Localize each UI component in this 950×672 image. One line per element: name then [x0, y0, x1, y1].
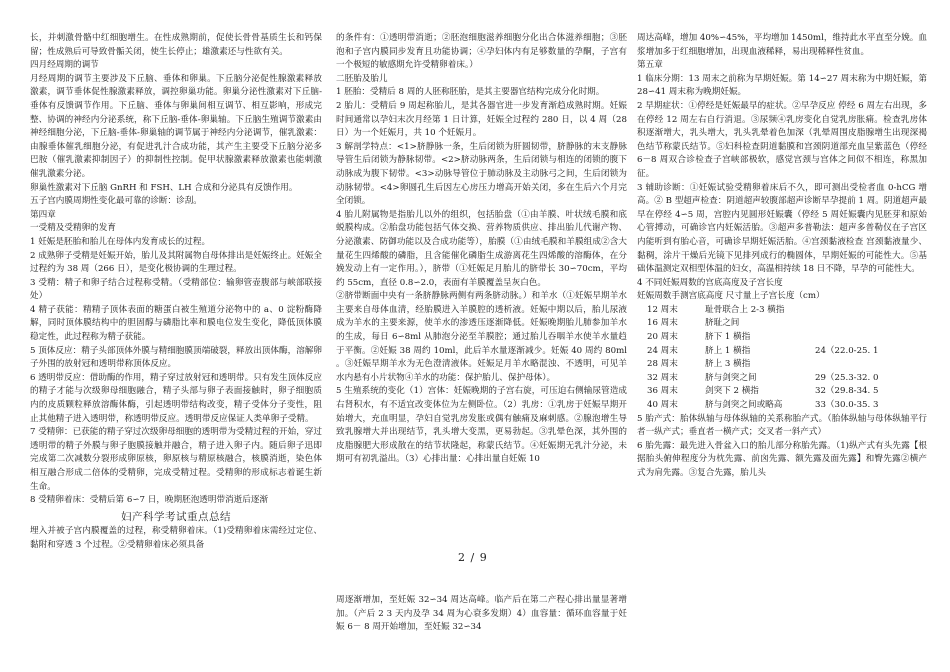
left-para-0: 长，并刺激骨骼中红细胞增生。在性成熟期前，促使长骨骨基质生长和钙保留；性成熟后可导致骨骺关闭，使生长停止；雄激素还与性欲有关。: [30, 33, 322, 57]
height-cell: 脐上 1 横指: [705, 345, 751, 356]
left-para-2: 月经周期的调节主要涉及下丘脑、垂体和卵巢。下丘脑分泌促性腺激素释放激素，调节垂体促性腺激素释放，调控卵巢功能。卵巢分泌性激素对下丘脑-垂体有反馈调节作用。下丘脑、垂体与卵巢间相互调节、相互影响，形成完整、协调的神经内分泌系统，称下丘脑-垂体-卵巢轴。下丘脑生殖调节激素由神经细胞分泌，下丘脑-垂体-卵巢轴的调节属于神经内分泌调节，催乳激素：由腺垂体催乳细胞分泌，有促进乳汁合成功能，其产生主要受下丘脑分泌多巴胺（催乳激素抑制因子）的抑制性控制。促甲状腺激素释放激素也能刺激催乳激素分泌。: [30, 73, 322, 179]
length-cell: 33（30.0-35. 3: [815, 400, 879, 411]
document-title: 妇产科学考试重点总结: [121, 510, 231, 523]
height-cell: 脐下 1 横指: [705, 332, 751, 343]
mid-para-4: 3 解剖学特点：<1>脐静脉一条，生后闭锁为肝圆韧带，脐静脉的末支静脉导管生后闭锁为静脉韧带。<2>脐动脉两条，生后闭锁与相连的闭锁的腹下动脉成为腹下韧带。<3>动脉导管位于肺动脉及主动脉弓之间，生后闭锁为动脉韧带。<4>卵圆孔生后因左心房压力增高开始关闭，多在生后六个月完全闭锁。: [336, 141, 627, 207]
mid-para-2: 1 胚胎：受精后 8 周的人胚称胚胎，是其主要器官结构完成分化时期。: [336, 87, 605, 98]
right-para-3: 2 早期症状：①停经是妊娠最早的症状。②早孕反应 停经 6 周左右出现，多在停经 12 周左右自行消退。③尿频④乳房变化自觉乳房胀痛。检查乳房体积逐渐增大，乳头增大，乳头乳晕着色加深（乳晕周围皮脂腺增生出现深褐色结节称蒙氏结节。⑤妇科检查阴道黏膜和宫颈阴道部充血呈紫蓝色（停经 6－8 周双合诊检查子宫峡部极软，感觉宫颈与宫体之间似不相连，称黑加征。: [637, 100, 927, 179]
left-para-8: 2 成熟卵子受精是妊娠开始，胎儿及其附属物自母体排出是妊娠终止。妊娠全过程约为 38 周（266 日），是变化极协调的生理过程。: [30, 250, 322, 275]
week-cell: 24 周末: [647, 345, 678, 356]
mid-para-3: 2 胎儿：受精后 9 周起称胎儿，是其各器官进一步发育渐趋成熟时期。妊娠时间通常以孕妇末次月经第 1 日计算，妊娠全过程约 280 日，以 4 周（28 日）为一个妊娠月，共 10 个妊娠月。: [336, 100, 627, 139]
right-para-0: 周达高峰，增加 40%∽45%，平均增加 1450ml，维持此水平直至分娩。血浆增加多于红细胞增加，出现血液稀释，易出现稀释性贫血。: [637, 33, 927, 57]
length-cell: 29（25.3-32. 0: [815, 372, 879, 383]
left-para-3: 卵巢性激素对下丘脑 GnRH 和 FSH、LH 合成和分泌具有反馈作用。: [30, 182, 298, 193]
mid-para-1: 二胚胎及胎儿: [336, 73, 388, 84]
length-cell: 24（22.0-25. 1: [815, 345, 879, 356]
height-cell: 脐与剑突之间或略高: [705, 400, 783, 411]
page-number: 2 / 9: [458, 551, 488, 564]
right-column: [637, 32, 927, 647]
length-cell: [815, 304, 927, 318]
mid-para-7: 5 生殖系统的变化（1）宫体：妊娠晚期的子宫右旋，可压迫右侧输尿管造成右肾积水，有不适宜改变体位为左侧卧位。（2）乳房：①乳房于妊娠早期开始增大，充血明显，孕妇自觉乳房发胀或偶有触痛及麻刺感。②腺泡增生导致乳腺增大并出现结节，乳头增大变黑，更易勃起。③乳晕色深，其外围的皮脂腺肥大形成散在的结节状隆起，称蒙氏结节。④妊娠期无乳汁分泌，未期可有初乳溢出。（3）心排出量：心排出量自妊娠 10: [336, 386, 627, 465]
middle-column: [336, 32, 627, 536]
right-para-1: 第五章: [637, 60, 663, 71]
table-row: [637, 345, 927, 359]
table-row: [637, 304, 927, 318]
left-para-11: 5 顶体反应：精子头部顶体外膜与精细胞膜顶端破裂，释放出顶体酶，溶解卵子外围的放射冠和透明带称顶体反应。: [30, 345, 322, 370]
fundus-height-table: [637, 304, 927, 413]
height-cell: 耻骨联合上 2-3 横指: [705, 304, 785, 315]
height-cell: 脐与剑突之间: [705, 372, 757, 383]
table-row: [637, 385, 927, 399]
table-row: [637, 331, 927, 345]
week-cell: 32 周末: [647, 372, 678, 383]
fundus-table-header: 妊娠周数手测宫底高度 尺寸量上子宫长度（cm）: [637, 291, 825, 302]
left-para-1: 四月经周期的调节: [30, 60, 99, 71]
left-para-4: 五子宫内膜周期性变化最可靠的诊断：诊刮。: [30, 196, 202, 207]
right-para-4: 3 辅助诊断：①妊娠试验受精卵着床后不久，即可测出受检者血 0-hCG 增高。② B 型超声检查：阴道超声较腹部超声诊断早孕提前 1 周。阴道超声最早在停经 4∽5 周，宫腔内见圆形妊娠囊（停经 5 周妊娠囊内见胚芽和原始心管搏动，可确诊宫内妊娠活胎。③超声多普勒法：超声多普勒仪在子宫区内能听到有胎心音，可确诊早期妊娠活胎。④宫颈黏液检查 宫颈黏液量少、黏稠，涂片干燥后光镜下见排列成行的椭圆体，早期妊娠的可能性大。⑤基础体温测定双相型体温的妇女，高温相持续 18 日不降，早孕的可能性大。: [637, 182, 927, 275]
height-cell: 剑突下 2 横指: [705, 386, 759, 397]
left-para-9: 3 受精：精子和卵子结合过程称受精。（受精部位：输卵管壶腹部与峡部联接处）: [30, 277, 322, 302]
left-para-7: 1 妊娠是胚胎和胎儿在母体内发育成长的过程。: [30, 236, 211, 247]
week-cell: 12 周末: [647, 304, 678, 315]
mid-para-5: 4 胎儿附属物是指胎儿以外的组织，包括胎盘（①由羊膜、叶状绒毛膜和底蜕膜构成。②胎盘功能包括气体交换、营养物质供应、排出胎儿代谢产物、分泌激素、防御功能以及合成功能等），胎膜（①由绒毛膜和羊膜组成②含大量花生四烯酸的磷脂，且含能催化磷脂生成游离花生四烯酸的溶酶体，在分娩发动上有一定作用。），脐带（①妊娠足月胎儿的脐带长 30∽70cm，平均约 55cm，直径 0.8∽2.0，表面有羊膜覆盖呈灰白色。: [336, 209, 627, 288]
left-para-12: 6 透明带反应：借助酶的作用，精子穿过放射冠和透明带。只有发生顶体反应的精子才能与次级卵母细胞融合，精子头部与卵子表面接触时，卵子细胞质内的皮质颗粒释放溶酶体酶，引起透明带结构改变，精子受体分子变性，阻止其他精子进入透明带，称透明带反应。透明带反应保证人类单卵子受精。: [30, 372, 322, 424]
left-para-5: 第四章: [30, 209, 56, 220]
table-row: [637, 317, 927, 331]
mid-para-0: 的条件有：①透明带消逝；②胚泡细胞滋养细胞分化出合体滋养细胞；③胚泡和子宫内膜同步发育且功能协调；④孕妇体内有足够数量的孕酮，子宫有一个极短的敏感期允许受精卵着床。）: [336, 33, 627, 71]
week-cell: 16 周末: [647, 318, 678, 329]
week-cell: 20 周末: [647, 332, 678, 343]
length-cell: [815, 358, 927, 372]
length-cell: [815, 331, 927, 345]
right-para-5: 4 不同妊娠周数的宫底高度及子宫长度: [637, 277, 783, 288]
right-para-2: 1 临床分期：13 周末之前称为早期妊娠。第 14∽27 周末称为中期妊娠，第 28∽41 周末称为晚期妊娠。: [637, 73, 927, 98]
mid-bottom-text: 周逐渐增加，至妊娠 32∽34 周达高峰。临产后在第二产程心排出量显著增加。（产后 2 3 天内及孕 34 周为心衰多发期）4）血容量：循环血容量于妊娠 6－ 8 周开始增加，至妊娠 32∽34: [336, 595, 627, 633]
middle-column-bottom: [336, 594, 627, 662]
right-tail-0: 5 胎产式：胎体纵轴与母体纵轴的关系称胎产式。（胎体纵轴与母体纵轴平行者一纵产式；垂直者一横产式；交叉者一斜产式）: [637, 413, 927, 438]
length-cell: 32（29.8-34. 5: [815, 386, 879, 397]
table-row: [637, 399, 927, 413]
left-para-10: 4 精子获能：精精子顶体表面的糖蛋白被生殖道分泌物中的 a、0 淀粉酶降解，同时顶体膜结构中的胆固醇与磷脂比率和膜电位发生变化，降低顶体膜稳定性，此过程称为精子获能。: [30, 304, 322, 343]
table-row: [637, 358, 927, 372]
week-cell: 36 周末: [647, 386, 678, 397]
left-column: [30, 32, 322, 638]
left-para-13: 7 受精卵：已获能的精子穿过次级卵母细胞的透明带为受精过程的开始，穿过透明带的精子外膜与卵子胞膜接触并融合，精子进入卵子内。随后卵子迅即完成第二次减数分裂形成卵原核，卵原核与精原核融合，核膜消逝，染色体相互融合形成二倍体的受精卵，完成受精过程。受精卵的形成标志着诞生新生命。: [30, 427, 322, 492]
right-tail-1: 6 胎先露：最先进入骨盆入口的胎儿部分称胎先露。（1)纵产式有头先露【根据胎头俯伸程度分为枕先露、前囟先露、额先露及面先露】和臀先露②横产式为肩先露。③复合先露，胎儿头: [637, 440, 927, 478]
mid-para-6: ②脐带断面中央有一条脐静脉两侧有两条脐动脉。）和羊水（①妊娠早期羊水主要来自母体血清，经胎膜进入羊膜腔的透析液。妊娠中期以后，胎儿尿液成为羊水的主要来源，使羊水的渗透压逐渐降低。妊娠晚期胎儿肺参加羊水的生成，每日 6∽8ml 从肺泡分泌至羊膜腔；通过胎儿吞咽羊水使羊水量趋于平衡。②妊娠 38 周约 10ml，此后羊水量逐渐减少。妊娠 40 周约 80ml 。③妊娠早期羊水为无色澄清液体。妊娠足月羊水略混浊、不透明，可见羊水内悬有小片状物④羊水的功能：保护胎儿、保护母体）。: [336, 291, 627, 383]
table-row: [637, 372, 927, 386]
left-tail: 埋入并被子宫内膜覆盖的过程，称受精卵着床。（1)受精卵着床需经过定位、黏附和穿透 3 个过程。②受精卵着床必须具备: [30, 526, 322, 550]
week-cell: 40 周末: [647, 400, 678, 411]
left-para-14: 8 受精卵着床：受精后第 6∽7 日，晚期胚泡透明带消逝后逐渐: [30, 495, 269, 506]
length-cell: [815, 317, 927, 331]
height-cell: 脐耻之间: [705, 318, 740, 329]
left-para-6: 一受精及受精卵的发育: [30, 223, 116, 234]
week-cell: 28 周末: [647, 359, 678, 370]
height-cell: 脐上 3 横指: [705, 359, 751, 370]
